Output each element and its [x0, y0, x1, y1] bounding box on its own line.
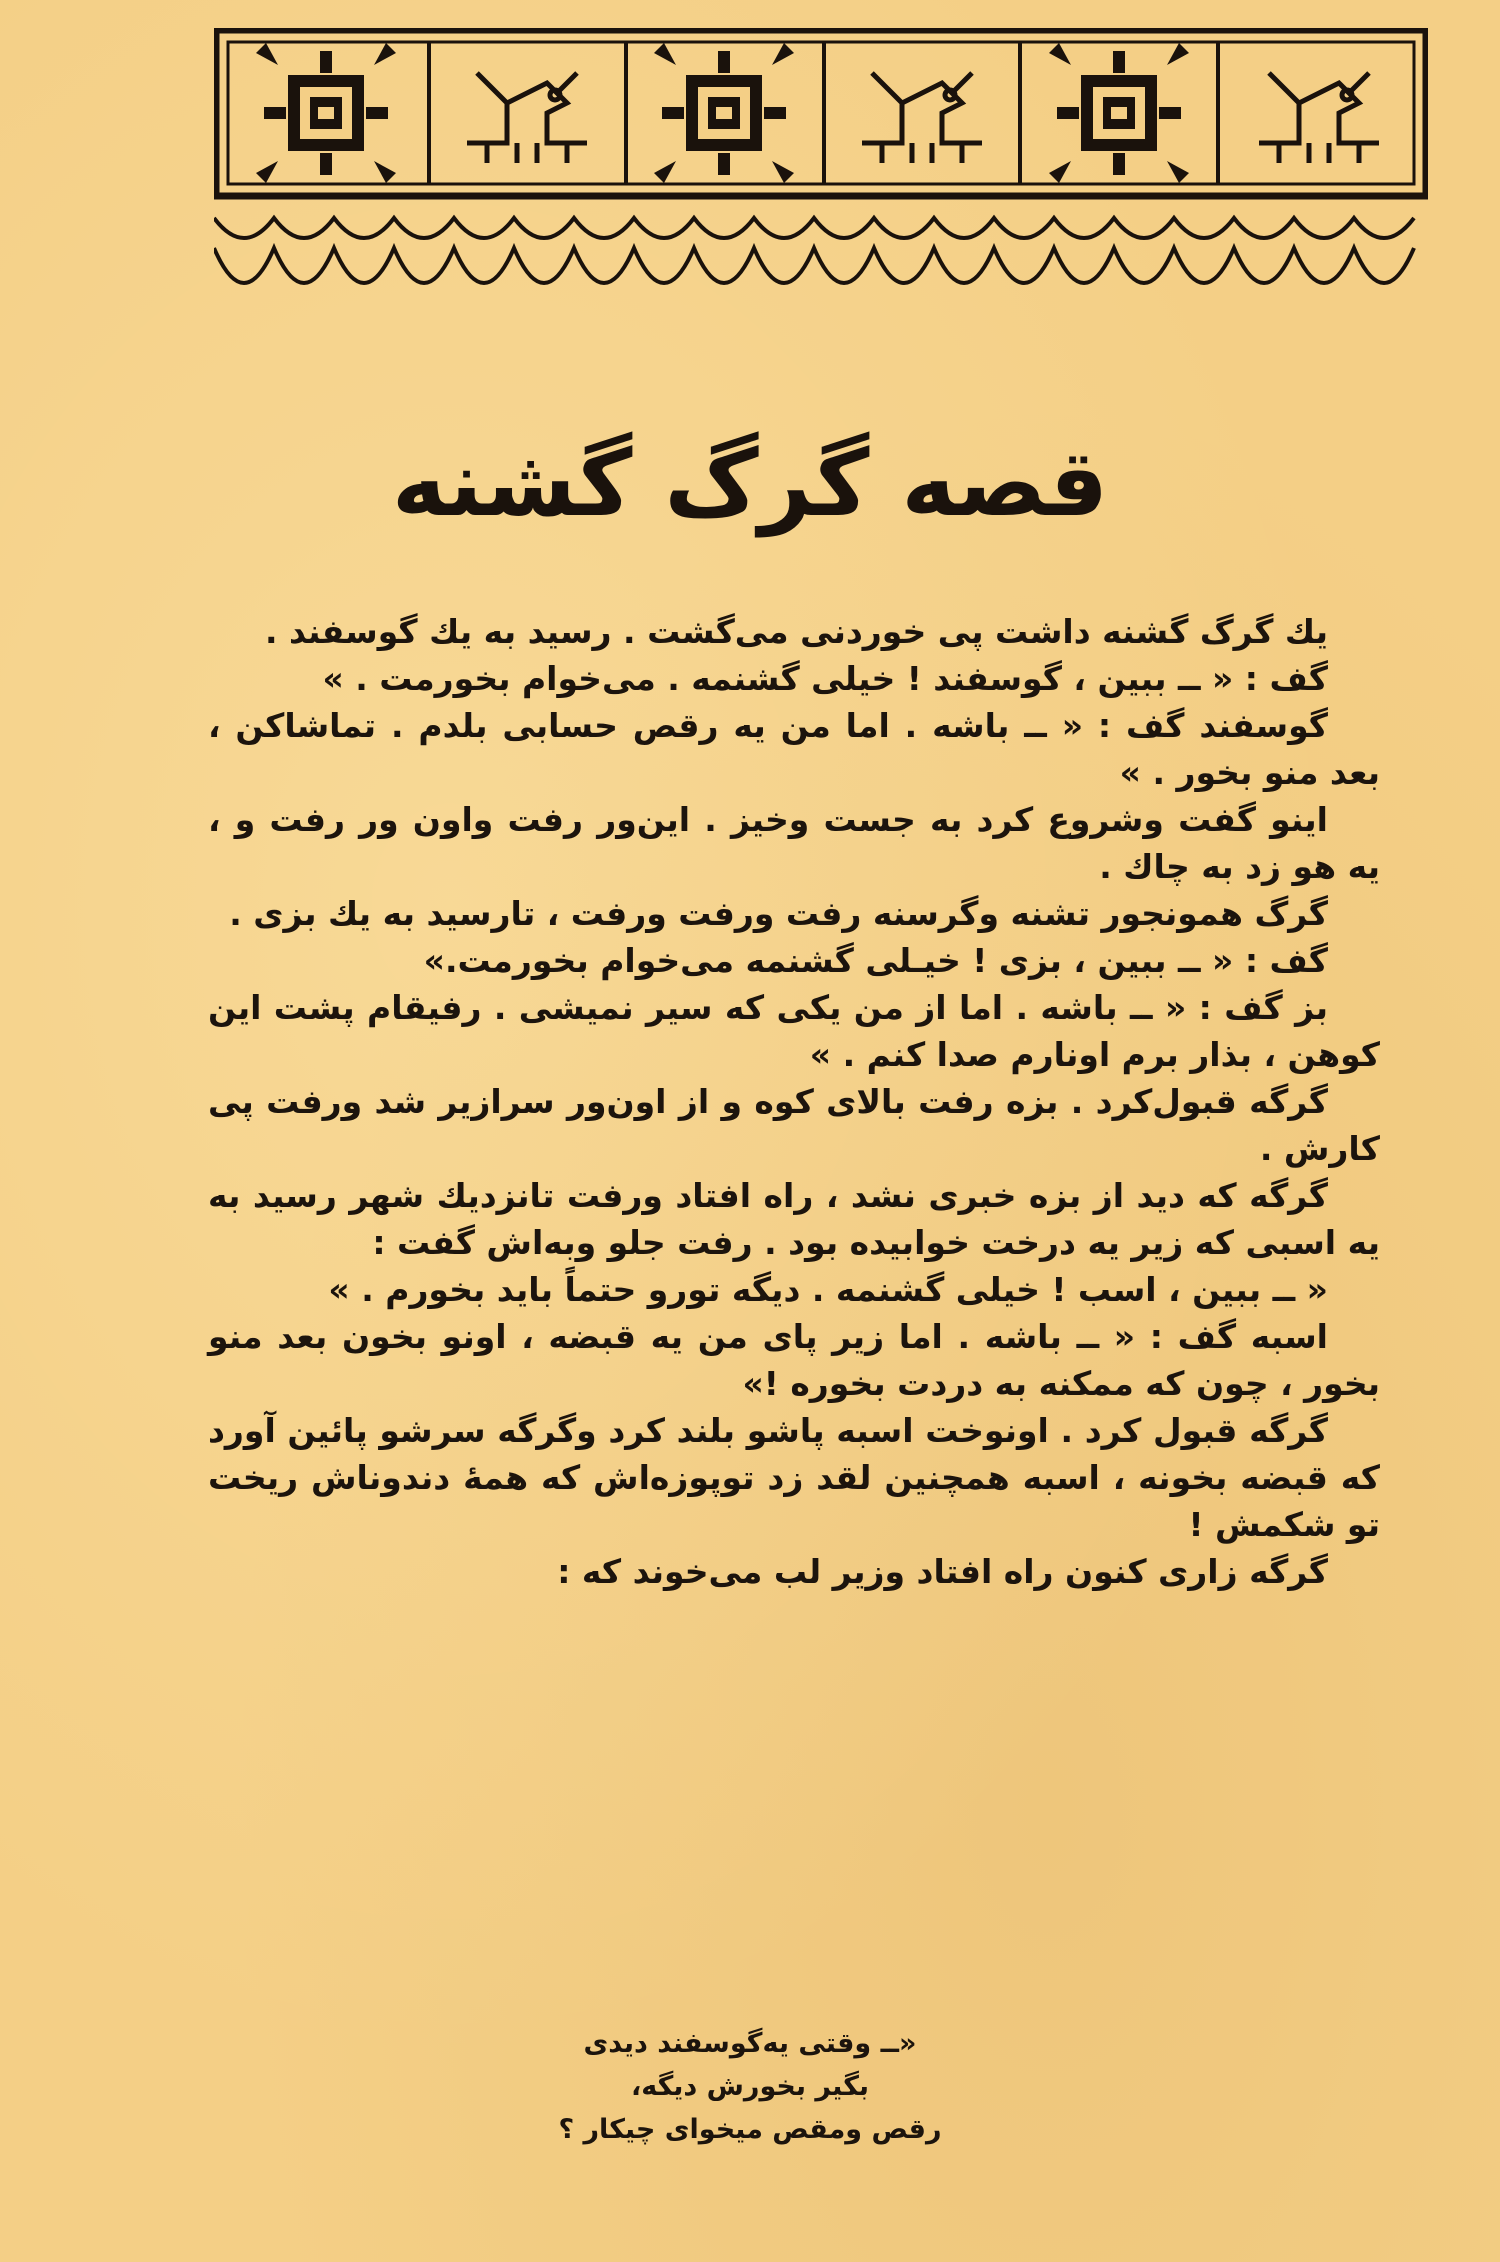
closing-verse	[0, 2022, 1500, 2151]
story-paragraph: اسبه گف : « ــ باشه . اما زیر پای من یه قبضه ، اونو بخون بعد منو بخور ، چون که ممکنه به دردت بخوره !»	[208, 1317, 1380, 1403]
story-paragraph: گرگ همونجور تشنه وگرسنه رفت ورفت ورفت ، تارسید به یك بزی .	[229, 894, 1328, 933]
story-paragraph: « ــ ببین ، اسب ! خیلی گشنمه . دیگه تورو حتماً باید بخورم . »	[328, 1270, 1328, 1309]
verse-line: «ــ وقتی یه‌گوسفند دیدی	[583, 2028, 917, 2059]
story-paragraph: گرگه قبول کرد . اونوخت اسبه پاشو بلند کرد وگرگه سرشو پائین آورد که قبضه بخونه ، اسبه همچنین لقد زد توپوزه‌اش که همهٔ دندوناش ریخت تو شکمش !	[208, 1411, 1380, 1544]
story-paragraph: اینو گفت وشروع کرد به جست وخیز . این‌ور رفت واون ور رفت و ، یه هو زد به چاك .	[208, 800, 1380, 886]
verse-line: رقص ومقص میخوای چیکار ؟	[558, 2114, 942, 2145]
story-title: قصه گرگ گشنه	[391, 430, 1109, 537]
decorative-border-ornament	[214, 28, 1428, 328]
story-paragraph: گف : « ــ ببین ، گوسفند ! خیلی گشنمه . می‌خوام بخورمت . »	[322, 659, 1328, 698]
story-paragraph: گوسفند گف : « ــ باشه . اما من یه رقص حسابی بلدم . تماشاکن ، بعد منو بخور . »	[208, 706, 1380, 792]
story-paragraph: گف : « ــ ببین ، بزی ! خیـلی گشنمه می‌خوام بخورمت.»	[423, 941, 1328, 980]
story-paragraph: گرگه که دید از بزه خبری نشد ، راه افتاد ورفت تانزدیك شهر رسید به یه اسبی که زیر یه درخت خوابیده بود . رفت جلو وبه‌اش گفت :	[208, 1176, 1380, 1262]
story-body	[208, 608, 1380, 1595]
story-paragraph: گرگه قبول‌کرد . بزه رفت بالای کوه و از اون‌ور سرازیر شد ورفت پی کارش .	[208, 1082, 1380, 1168]
story-paragraph: گرگه زاری کنون راه افتاد وزیر لب می‌خوند که :	[557, 1552, 1328, 1591]
story-paragraph: یك گرگ گشنه داشت پی خوردنی می‌گشت . رسید به یك گوسفند .	[264, 612, 1328, 651]
verse-line: بگیر بخورش دیگه،	[630, 2071, 870, 2102]
story-paragraph: بز گف : « ــ باشه . اما از من یکی که سیر نمیشی . رفیقام پشت این کوهن ، بذار برم اونارم صدا کنم . »	[208, 988, 1380, 1074]
